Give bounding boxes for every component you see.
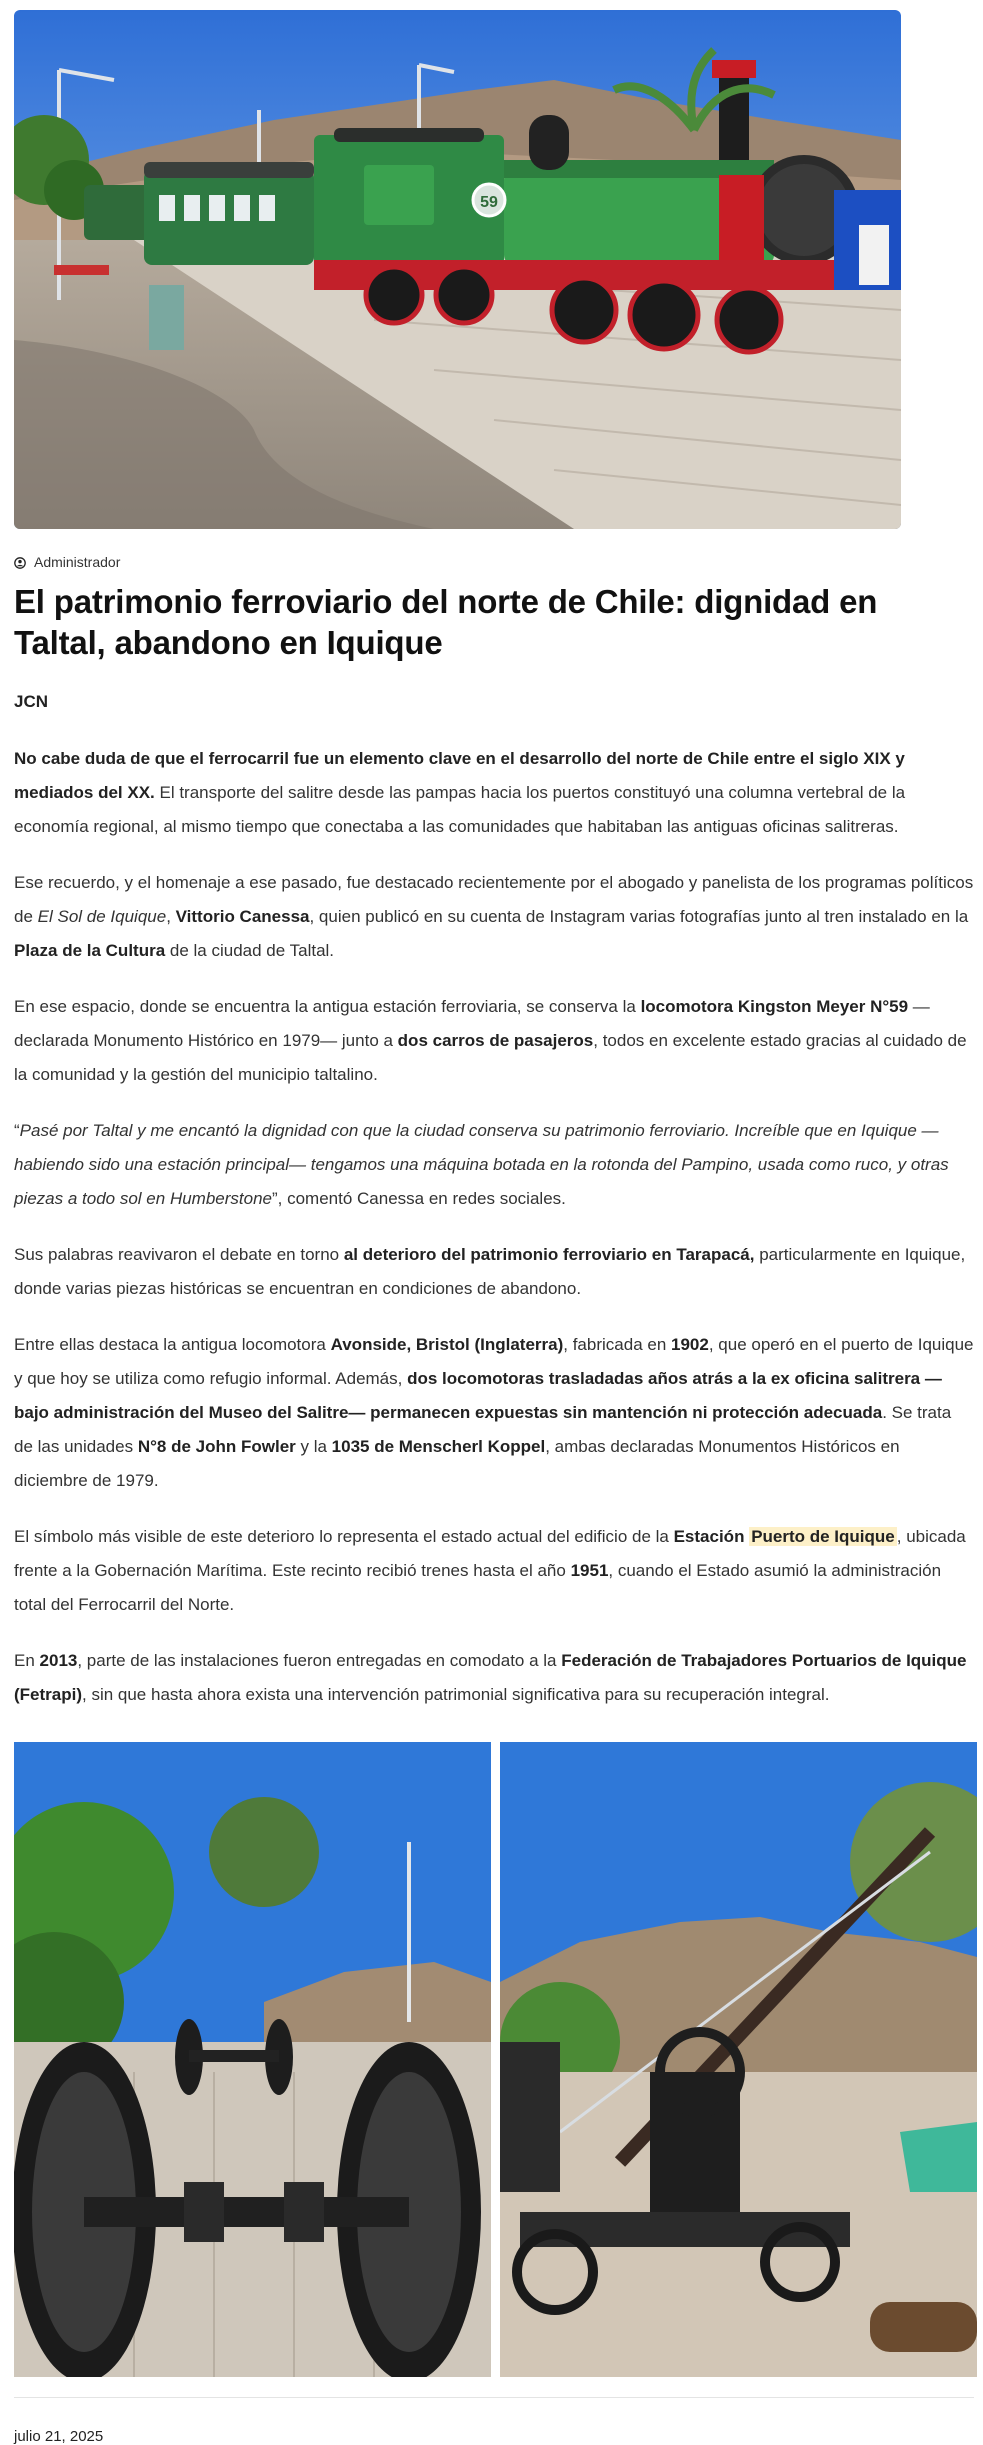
italic-text: El Sol de Iquique	[37, 907, 167, 926]
text-run: , quien publicó en su cuenta de Instagram varias fotografías junto al tren instalado en la	[309, 907, 969, 926]
bold-text: 1035 de Menscherl Koppel	[331, 1437, 546, 1456]
italic-text: Pasé por Taltal y me encantó la dignidad con que la ciudad conserva su patrimonio ferroviario. Increíble que en Iquique —habiendo sido una estación principal— tengamos una máquina botada en la rotonda del Pampino, usada como ruco, y otras piezas a todo sol en Humberstone	[14, 1121, 949, 1208]
article-body	[14, 742, 974, 1734]
highlighted-text: Puerto de Iquique	[751, 1527, 895, 1546]
bold-text: dos carros de pasajeros	[397, 1031, 594, 1050]
wheelset-illustration	[14, 1742, 491, 2377]
bold-text: N°8 de John Fowler	[137, 1437, 296, 1456]
author-name[interactable]: Administrador	[34, 554, 121, 570]
bold-text: Estación	[673, 1527, 750, 1546]
paragraph	[14, 866, 974, 968]
text-run: Entre ellas destaca la antigua locomotora	[14, 1335, 331, 1354]
bold-text: al deterioro del patrimonio ferroviario en Tarapacá,	[343, 1245, 755, 1264]
text-run: En ese espacio, donde se encuentra la antigua estación ferroviaria, se conserva la	[14, 997, 641, 1016]
bold-text: 2013	[39, 1651, 78, 1670]
text-run: . Se trata de las unidades	[14, 1403, 952, 1456]
crane-illustration	[500, 1742, 977, 2377]
text-run: ”, comentó Canessa en redes sociales.	[272, 1189, 566, 1208]
paragraph	[14, 1520, 974, 1622]
text-run: , ubicada frente a la Gobernación Marítima. Este recinto recibió trenes hasta el año	[14, 1527, 966, 1580]
bold-text: Federación de Trabajadores Portuarios de Iquique (Fetrapi)	[14, 1651, 967, 1704]
bold-text: Avonside, Bristol (Inglaterra)	[330, 1335, 564, 1354]
bold-text: locomotora Kingston Meyer N°59	[640, 997, 909, 1016]
bold-text: Plaza de la Cultura	[14, 941, 166, 960]
text-run: , fabricada en	[563, 1335, 672, 1354]
bold-text: 1902	[671, 1335, 709, 1354]
article-byline: JCN	[14, 692, 49, 711]
hero-train-illustration	[14, 10, 901, 529]
text-run: , que operó en el puerto de Iquique y que hoy se utiliza como refugio informal. Además,	[14, 1335, 974, 1388]
paragraph	[14, 990, 974, 1092]
post-date: julio 21, 2025	[14, 2428, 104, 2445]
bold-text: dos locomotoras trasladadas años atrás a la ex oficina salitrera —bajo administración del Museo del Salitre— permanecen expuestas sin mantención ni protección adecuada	[14, 1369, 942, 1422]
text-run: El transporte del salitre desde las pampas hacia los puertos constituyó una columna vertebral de la economía regional, al mismo tiempo que conectaba a las comunidades que habitaban las antiguas oficinas salitreras.	[14, 783, 906, 836]
article-title: El patrimonio ferroviario del norte de Chile: dignidad en Taltal, abandono en Iquique	[14, 583, 878, 661]
bold-text: 1951	[570, 1561, 609, 1580]
text-run: “	[14, 1121, 20, 1140]
paragraph	[14, 1114, 974, 1216]
paragraph	[14, 1328, 974, 1498]
text-run: —declarada Monumento Histórico en 1979— junto a	[14, 997, 930, 1050]
paragraph	[14, 742, 974, 844]
text-run: , todos en excelente estado gracias al cuidado de la comunidad y la gestión del municipio taltalino.	[14, 1031, 967, 1084]
text-run: En	[14, 1651, 40, 1670]
text-run: ,	[166, 907, 176, 926]
text-run: Ese recuerdo, y el homenaje a ese pasado, fue destacado recientemente por el abogado y panelista de los programas políticos de	[14, 873, 974, 926]
text-run: , cuando el Estado asumió la administración total del Ferrocarril del Norte.	[14, 1561, 942, 1614]
photo-gallery	[14, 1742, 977, 2377]
gallery-image-wheels[interactable]	[14, 1742, 491, 2377]
text-run: , parte de las instalaciones fueron entregadas en comodato a la	[77, 1651, 562, 1670]
hero-image	[14, 10, 901, 529]
text-run: y la	[295, 1437, 332, 1456]
text-run: particularmente en Iquique, donde varias piezas históricas se encuentran en condiciones de abandono.	[14, 1245, 966, 1298]
paragraph	[14, 1238, 974, 1306]
paragraph	[14, 1644, 974, 1712]
text-run: Sus palabras reavivaron el debate en torno	[14, 1245, 344, 1264]
text-run: de la ciudad de Taltal.	[165, 941, 335, 960]
user-icon	[14, 556, 26, 568]
bold-text: No cabe duda de que el ferrocarril fue un elemento clave en el desarrollo del norte de Chile entre el siglo XIX y mediados del XX.	[14, 749, 905, 802]
text-run: , ambas declaradas Monumentos Históricos en diciembre de 1979.	[14, 1437, 900, 1490]
locomotive-number: 59	[480, 194, 498, 211]
gallery-image-crane[interactable]	[500, 1742, 977, 2377]
footer-divider	[14, 2397, 974, 2398]
bold-text: Vittorio Canessa	[175, 907, 310, 926]
text-run: , sin que hasta ahora exista una intervención patrimonial significativa para su recuperación integral.	[82, 1685, 830, 1704]
author-row	[14, 553, 120, 571]
text-run: El símbolo más visible de este deterioro lo representa el estado actual del edificio de la	[14, 1527, 674, 1546]
